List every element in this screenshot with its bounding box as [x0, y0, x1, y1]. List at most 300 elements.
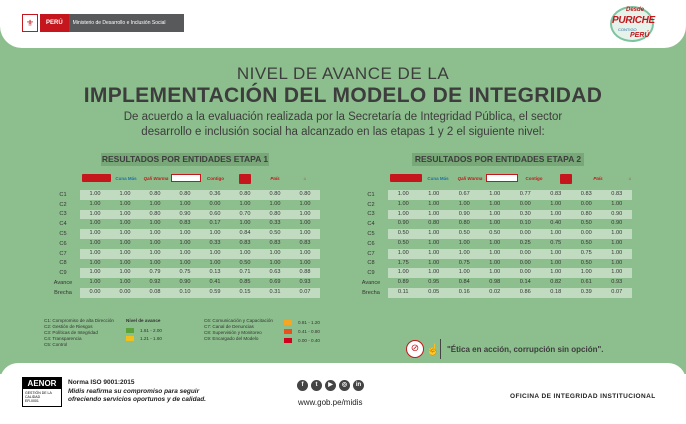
table-cell: 1.00: [179, 239, 191, 246]
table-cell: 0.80: [179, 191, 191, 197]
brand-line2: PURICHE: [612, 15, 655, 26]
table-cell: 1.00: [89, 210, 101, 217]
table-cell: 1.00: [269, 200, 281, 207]
table-cell: 1.00: [458, 239, 470, 246]
row-label: C6: [367, 240, 375, 247]
logo-contigo: Contigo: [525, 175, 543, 181]
header: [0, 0, 686, 48]
table-row: [46, 210, 320, 220]
row-cells: [80, 219, 320, 229]
table-cell: 0.11: [398, 288, 409, 295]
table-row: [46, 229, 320, 239]
table-cell: 0.77: [519, 191, 531, 197]
table-cell: 1.00: [580, 269, 592, 276]
facebook-icon[interactable]: f: [297, 380, 308, 391]
legend-item: C5: Control: [44, 342, 68, 347]
aenor-sub: GESTIÓN DE LA CALIDAD ER-0001: [25, 391, 52, 403]
table-cell: 0.90: [611, 210, 623, 217]
table-cell: 0.15: [239, 288, 251, 295]
table-cell: 1.00: [119, 269, 131, 276]
logo-pais: País: [270, 175, 280, 181]
table-cell: 0.50: [397, 230, 409, 237]
table-cell: 1.00: [239, 220, 251, 227]
table-cell: 1.00: [397, 200, 409, 207]
norma-block: [68, 379, 206, 405]
row-cells: [80, 200, 320, 210]
divider: [440, 339, 441, 359]
table-cell: 0.83: [550, 191, 562, 197]
row-cells: [80, 190, 320, 200]
row-cells: [80, 239, 320, 249]
table-cell: 1.00: [209, 259, 221, 266]
table-cell: 1.00: [489, 200, 501, 207]
legend-item: C9: Encargado del Modelo: [204, 336, 259, 341]
table-cell: 0.84: [458, 279, 470, 286]
table-cell: 0.69: [269, 279, 281, 286]
logo-midis: ⌂: [303, 175, 307, 181]
table-cell: 0.98: [489, 279, 501, 286]
table-cell: 0.86: [519, 288, 531, 295]
table-cell: 0.33: [209, 239, 221, 246]
table-cell: 1.00: [269, 259, 281, 266]
table-cell: 0.14: [519, 279, 531, 286]
hand-icon: ☝: [426, 343, 440, 356]
table-cell: 0.67: [458, 191, 470, 197]
row-cells: [388, 219, 632, 229]
table-cell: 0.75: [580, 249, 592, 256]
logo-foncodes-wrap: [230, 174, 260, 184]
table-cell: 1.00: [89, 230, 101, 237]
legend-item: C7: Canal de Denuncias: [204, 324, 254, 329]
table-cell: 1.00: [209, 249, 221, 256]
table-cell: 0.85: [239, 279, 251, 286]
table-cell: 0.41: [209, 279, 221, 286]
table-cell: 1.00: [89, 191, 101, 197]
table-cell: 1.00: [89, 279, 101, 286]
table-cell: 1.00: [489, 259, 501, 266]
table-cell: 1.00: [149, 239, 161, 246]
table-cell: 1.00: [489, 239, 501, 246]
table-cell: 1.00: [89, 200, 101, 207]
no-corruption-icon: ⊘: [406, 340, 424, 358]
footer: [0, 363, 686, 424]
table-cell: 0.83: [580, 191, 592, 197]
legend-range: 0.41 - 0.80: [284, 327, 328, 336]
table-cell: 1.00: [209, 230, 221, 237]
table-cell: 1.00: [489, 269, 501, 276]
legend-item: C6: Comunicación y Capacitación: [204, 318, 273, 323]
legend-nivel: [126, 318, 176, 342]
table-cell: 0.00: [209, 200, 221, 207]
row-label: Brecha: [54, 289, 72, 296]
row-label: C5: [59, 231, 67, 238]
table-cell: 1.00: [119, 259, 131, 266]
website-link[interactable]: www.gob.pe/midis: [298, 398, 363, 407]
row-label: Avance: [361, 280, 381, 287]
table-cell: 0.95: [428, 279, 440, 286]
table-cell: 0.00: [519, 259, 531, 266]
table-cell: 1.00: [299, 210, 311, 217]
table-cell: 0.05: [428, 288, 440, 295]
table-cell: 0.18: [550, 288, 562, 295]
table-cell: 0.80: [269, 191, 281, 197]
level-swatch: [126, 336, 134, 341]
table-cell: 0.90: [179, 210, 191, 217]
table-cell: 0.63: [269, 269, 281, 276]
table-cell: 0.07: [611, 288, 623, 295]
row-cells: [388, 210, 632, 220]
table-cell: 1.00: [428, 239, 440, 246]
instagram-icon[interactable]: ◎: [339, 380, 350, 391]
table-cell: 0.00: [519, 269, 531, 276]
logo-juntos: [171, 174, 201, 182]
logo-cuna-mas: Cuna Más: [115, 175, 137, 181]
range-swatch: [284, 338, 292, 343]
brand-line4: PERÚ: [630, 32, 650, 39]
legend-item: C2: Gestión de Riesgos: [44, 324, 93, 329]
table-cell: 0.75: [550, 239, 562, 246]
etapa2-logos: [390, 174, 646, 184]
table-row: [354, 249, 632, 259]
table-cell: 1.00: [179, 200, 191, 207]
row-cells: [80, 278, 320, 288]
linkedin-icon[interactable]: in: [353, 380, 364, 391]
etapa1-title: RESULTADOS POR ENTIDADES ETAPA 1: [101, 154, 269, 164]
row-cells: [388, 200, 632, 210]
table-cell: 0.40: [550, 220, 562, 227]
table-cell: 1.00: [149, 230, 161, 237]
table-cell: 0.83: [239, 239, 251, 246]
brand-logo: [606, 4, 660, 44]
row-label: C4: [367, 221, 375, 228]
table-cell: 1.00: [428, 249, 440, 256]
row-cells: [80, 229, 320, 239]
table-cell: 1.00: [179, 230, 191, 237]
table-cell: 1.00: [428, 200, 440, 207]
table-cell: 1.00: [397, 249, 409, 256]
row-label: C8: [367, 260, 375, 267]
brand-line1: Desde: [626, 7, 645, 13]
logo-juntos: [486, 174, 518, 182]
table-cell: 1.00: [550, 210, 562, 217]
table-cell: 0.00: [89, 288, 101, 295]
table-cell: 0.80: [299, 191, 311, 197]
table-cell: 1.00: [611, 239, 623, 246]
table-row: [46, 249, 320, 259]
table-cell: 0.80: [149, 210, 161, 217]
table-cell: 0.50: [580, 220, 592, 227]
table-cell: 0.70: [239, 210, 251, 217]
gov-country: PERÚ: [40, 14, 69, 32]
row-label: C2: [59, 201, 67, 208]
table-cell: 0.75: [458, 259, 470, 266]
table-cell: 1.00: [119, 249, 131, 256]
row-label: C7: [59, 250, 67, 257]
row-label: C9: [59, 270, 67, 277]
table-cell: 0.90: [179, 279, 191, 286]
norma-line1: Midis reafirma su compromiso para seguir: [68, 387, 200, 395]
logo-pensionista: [82, 174, 111, 182]
legend-range: 0.81 - 1.20: [284, 318, 328, 327]
table-cell: 0.00: [119, 288, 131, 295]
logo-pais: País: [593, 175, 603, 181]
row-cells: [80, 259, 320, 269]
row-label: C7: [367, 250, 375, 257]
table-cell: 1.00: [611, 230, 623, 237]
table-cell: 1.00: [299, 220, 311, 227]
row-cells: [388, 278, 632, 288]
table-row: [354, 259, 632, 269]
row-cells: [388, 259, 632, 269]
logo-foncodes: [239, 174, 251, 184]
legend-item: C3: Políticas de Integridad: [44, 330, 98, 335]
row-cells: [80, 210, 320, 220]
etapa2-title: RESULTADOS POR ENTIDADES ETAPA 2: [412, 153, 584, 166]
table-cell: 1.00: [119, 200, 131, 207]
table-cell: 0.83: [611, 191, 623, 197]
table-cell: 0.93: [299, 279, 311, 286]
table-cell: 0.60: [209, 210, 221, 217]
table-cell: 1.00: [550, 259, 562, 266]
table-cell: 1.00: [119, 191, 131, 197]
table-cell: 1.00: [428, 269, 440, 276]
table-row: [46, 278, 320, 288]
row-label: C8: [59, 260, 67, 267]
etapa1-table: [46, 190, 320, 298]
table-cell: 0.25: [519, 239, 531, 246]
table-cell: 0.92: [149, 279, 161, 286]
logo-cuna-mas: Cuna Más: [427, 175, 449, 181]
table-row: [46, 219, 320, 229]
row-label: C2: [367, 201, 375, 208]
range-swatch: [284, 329, 292, 334]
table-row: [354, 200, 632, 210]
table-cell: 0.08: [149, 288, 161, 295]
table-cell: 0.07: [299, 288, 311, 295]
table-row: [354, 288, 632, 298]
table-cell: 1.00: [550, 230, 562, 237]
table-cell: 0.71: [239, 269, 251, 276]
table-cell: 0.16: [458, 288, 470, 295]
row-cells: [80, 268, 320, 278]
table-cell: 1.00: [89, 269, 101, 276]
range-swatch: [284, 320, 292, 325]
level-swatch: [126, 328, 134, 333]
gov-logo: [22, 14, 184, 32]
table-cell: 0.00: [519, 230, 531, 237]
logo-contigo: Contigo: [207, 175, 224, 181]
table-cell: 1.00: [299, 249, 311, 256]
table-cell: 1.00: [89, 239, 101, 246]
row-label: C3: [367, 211, 375, 218]
table-cell: 0.02: [489, 288, 501, 295]
table-cell: 0.83: [299, 239, 311, 246]
table-cell: 0.50: [580, 259, 592, 266]
legend-item: C8: Supervisión y Monitoreo: [204, 330, 262, 335]
table-cell: 1.00: [397, 210, 409, 217]
table-cell: 0.50: [269, 230, 281, 237]
table-cell: 1.00: [239, 249, 251, 256]
table-cell: 0.00: [519, 200, 531, 207]
table-cell: 0.80: [458, 220, 470, 227]
table-cell: 0.80: [428, 220, 440, 227]
table-cell: 1.00: [119, 220, 131, 227]
brand-line3: CONTIGO: [618, 27, 637, 32]
table-cell: 0.83: [269, 239, 281, 246]
table-cell: 1.00: [397, 191, 409, 197]
table-cell: 1.00: [550, 249, 562, 256]
ethic-text: "Ética en acción, corrupción sin opción".: [447, 344, 604, 354]
table-row: [46, 288, 320, 298]
table-cell: 1.00: [611, 269, 623, 276]
table-cell: 1.00: [299, 200, 311, 207]
table-cell: 0.50: [239, 259, 251, 266]
aenor-brand: AENOR: [23, 378, 61, 389]
table-cell: 1.00: [428, 230, 440, 237]
table-cell: 1.00: [611, 249, 623, 256]
legend-nivel-title: Nivel de avance: [126, 318, 161, 323]
table-row: [354, 239, 632, 249]
twitter-icon[interactable]: t: [311, 380, 322, 391]
table-cell: 1.00: [458, 249, 470, 256]
table-cell: 1.00: [149, 220, 161, 227]
table-cell: 1.00: [149, 200, 161, 207]
table-row: [46, 259, 320, 269]
table-cell: 1.00: [89, 259, 101, 266]
table-cell: 0.00: [519, 249, 531, 256]
row-label: C3: [59, 211, 67, 218]
table-cell: 0.31: [269, 288, 281, 295]
title-line1: NIVEL DE AVANCE DE LA: [236, 64, 450, 83]
table-row: [46, 268, 320, 278]
table-cell: 1.00: [179, 259, 191, 266]
row-label: C9: [367, 270, 375, 277]
table-cell: 1.00: [428, 210, 440, 217]
table-cell: 0.00: [580, 200, 592, 207]
table-cell: 1.00: [299, 259, 311, 266]
table-cell: 1.00: [119, 210, 131, 217]
table-cell: 1.00: [149, 259, 161, 266]
legend-item: C1: Compromiso de alta Dirección: [44, 318, 114, 323]
table-cell: 1.00: [550, 269, 562, 276]
social-icons: [297, 380, 367, 391]
table-cell: 0.50: [580, 239, 592, 246]
logo-pensionista: [390, 174, 422, 182]
table-cell: 0.00: [580, 230, 592, 237]
logo-qali-warma: Qali Warma: [143, 175, 169, 181]
legend-components-right: [204, 318, 286, 342]
table-cell: 1.00: [611, 200, 623, 207]
table-cell: 1.00: [550, 200, 562, 207]
row-cells: [80, 249, 320, 259]
row-cells: [388, 239, 632, 249]
table-cell: 1.00: [489, 210, 501, 217]
table-cell: 0.17: [209, 220, 221, 227]
table-cell: 0.80: [580, 210, 592, 217]
table-cell: 0.89: [397, 279, 409, 286]
table-row: [354, 210, 632, 220]
table-cell: 0.93: [611, 279, 623, 286]
table-cell: 1.00: [489, 249, 501, 256]
title-line2: IMPLEMENTACIÓN DEL MODELO DE INTEGRIDAD: [83, 84, 603, 107]
legend-level: 1.61 - 2.00: [126, 326, 176, 334]
table-cell: 0.80: [239, 191, 251, 197]
row-label: C6: [59, 240, 67, 247]
row-cells: [388, 190, 632, 200]
table-cell: 0.88: [299, 269, 311, 276]
table-cell: 0.79: [149, 269, 161, 276]
table-cell: 1.00: [239, 200, 251, 207]
table-cell: 0.84: [239, 230, 251, 237]
row-cells: [388, 268, 632, 278]
table-cell: 1.00: [299, 230, 311, 237]
table-cell: 0.75: [179, 269, 191, 276]
row-label: C1: [367, 191, 375, 198]
logo-foncodes: [560, 174, 572, 184]
coat-of-arms-icon: ⚜: [22, 14, 38, 32]
logo-midis: ⌂: [628, 175, 632, 181]
table-row: [46, 239, 320, 249]
table-row: [46, 190, 320, 200]
table-cell: 0.80: [269, 210, 281, 217]
etapa1-logos: [82, 174, 320, 184]
table-cell: 1.00: [428, 191, 440, 197]
table-cell: 0.83: [179, 220, 191, 227]
legend-range: 0.00 - 0.40: [284, 336, 328, 345]
logo-foncodes-wrap: [550, 174, 582, 184]
subtitle: De acuerdo a la evaluación realizada por la Secretaría de Integridad Pública, el sector desarrollo e inclusión social ha alcanzado en las etapas 1 y 2 el siguiente nivel:: [123, 111, 563, 138]
table-cell: 0.90: [611, 220, 623, 227]
legend-item: C4: Transparencia: [44, 336, 82, 341]
row-cells: [388, 229, 632, 239]
table-cell: 1.00: [489, 220, 501, 227]
table-cell: 0.80: [149, 191, 161, 197]
table-cell: 1.00: [179, 249, 191, 256]
youtube-icon[interactable]: ▶: [325, 380, 336, 391]
row-label: Avance: [53, 280, 73, 287]
table-cell: 1.00: [489, 191, 501, 197]
table-cell: 1.00: [119, 279, 131, 286]
table-row: [354, 268, 632, 278]
row-cells: [80, 288, 320, 298]
table-cell: 0.10: [519, 220, 531, 227]
table-cell: 0.61: [580, 279, 592, 286]
table-cell: 1.00: [89, 220, 101, 227]
table-cell: 1.00: [611, 259, 623, 266]
row-cells: [388, 288, 632, 298]
aenor-badge: [22, 377, 62, 407]
table-cell: 0.13: [209, 269, 221, 276]
table-row: [354, 190, 632, 200]
row-cells: [388, 249, 632, 259]
table-cell: 1.00: [458, 200, 470, 207]
table-cell: 0.33: [269, 220, 281, 227]
table-cell: 1.00: [269, 249, 281, 256]
etapa2-table: [354, 190, 632, 298]
legend-ranges: [284, 318, 328, 345]
norma-line2: ofreciendo servicios oportunos y de calidad.: [68, 396, 206, 403]
table-cell: 1.00: [119, 230, 131, 237]
norma-title: Norma ISO 9001:2015: [68, 379, 135, 386]
logo-qali-warma: Qali Warma: [457, 175, 483, 181]
table-row: [46, 200, 320, 210]
table-cell: 1.75: [397, 259, 409, 266]
table-cell: 0.90: [397, 220, 409, 227]
table-cell: 1.00: [89, 249, 101, 256]
table-cell: 0.82: [550, 279, 562, 286]
table-cell: 1.00: [458, 269, 470, 276]
table-cell: 0.30: [519, 210, 531, 217]
